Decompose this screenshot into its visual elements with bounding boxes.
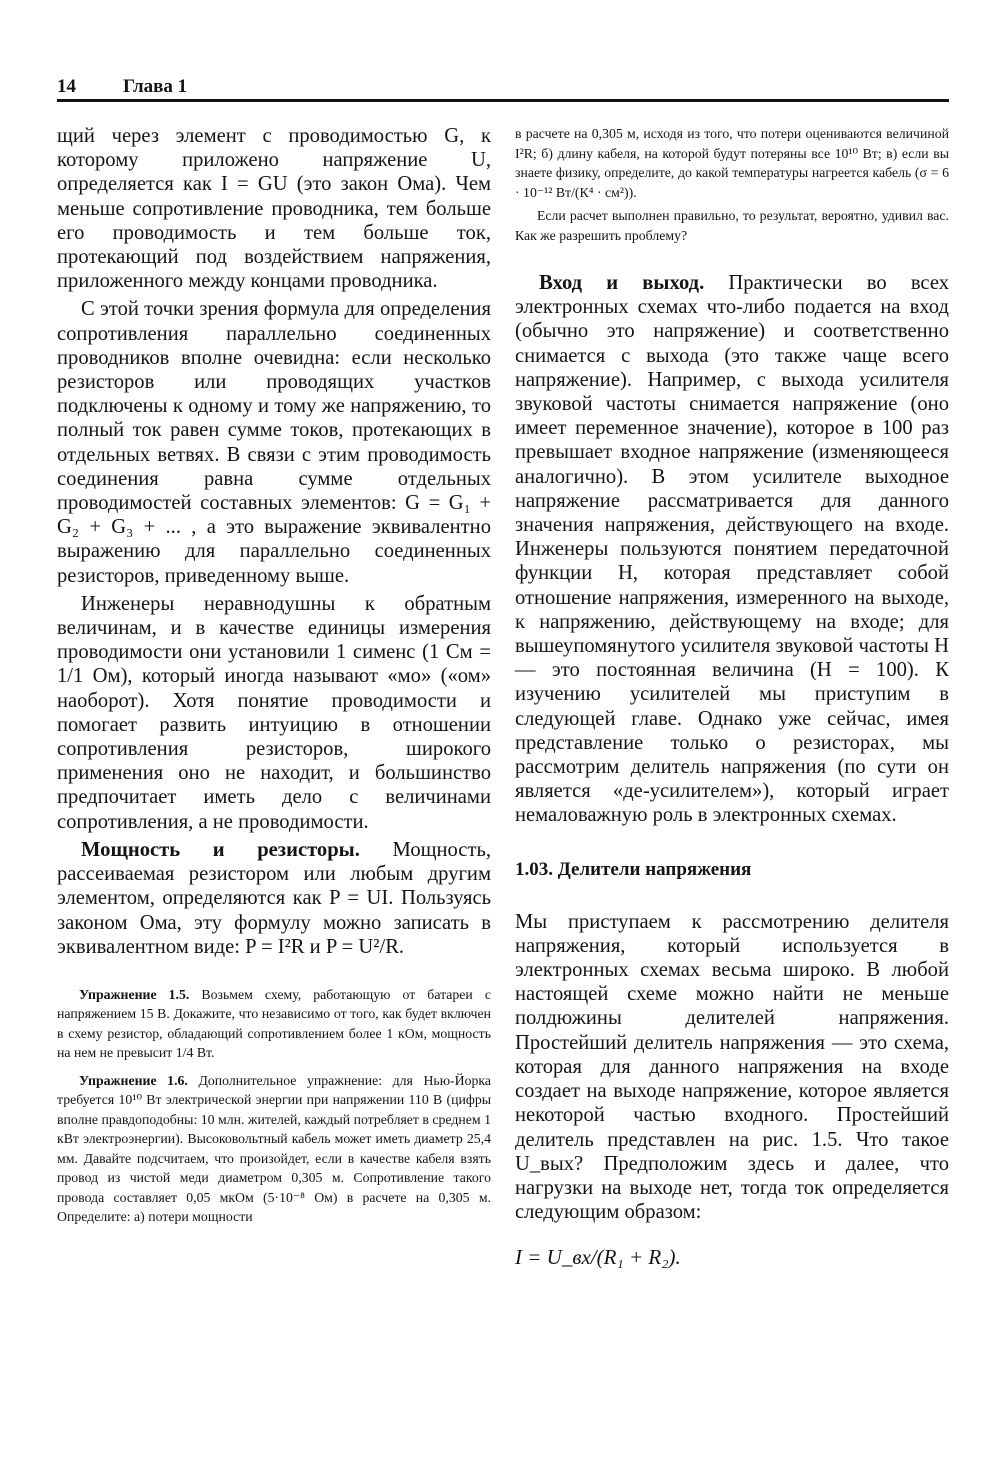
paragraph-ohms-law: щий через элемент с проводимостью G, к которому приложено напряжение U, определяется как I = GU (это закон Ома). Чем меньше сопротивление проводника, тем больше его проводимость и тем больше ток, протекающий под воздействием напряжения, приложенного между концами проводника. <box>57 125 491 293</box>
paragraph-siemens: Инженеры неравнодушны к обратным величинам, и в качестве единицы измерения проводимости они установили 1 сименс (1 См = 1/1 Ом), который иногда называют «мо» («ом» наоборот). Хотя понятие проводимости и помогает развить интуицию в отношении сопротивления резисторов, широкого применения оно не находит, и большинство предпочитает иметь дело с величинами сопротивления, а не проводимости. <box>57 592 491 833</box>
chapter-title: Глава 1 <box>123 76 188 97</box>
page-header <box>57 74 949 100</box>
exercise-1-6-label: Упражнение 1.6. <box>79 1072 188 1088</box>
run-in-heading-power: Мощность и резисторы. <box>81 838 360 861</box>
run-in-heading-input-output: Вход и выход. <box>539 272 705 294</box>
paragraph-input-output-text: Практически во всех электронных схемах что-либо подается на вход (обычно это напряжение) и соответственно снимается с выхода (это также чаще всего напряжение). Например, с выхода усилителя звуковой частоты снимается напряжение (оно имеет переменное значение), которое в 100 раз превышает входное напряжение (изменяющееся аналогично). В этом усилителе выходное напряжение рассматривается для данного значения напряжения, действующего на входе. Инженеры пользуются понятием передаточной функции H, которая представляет собой отношение напряжения, измеренного на выходе, к напряжению, действующему на входе; для вышеупомянутого усилителя звуковой частоты H — это постоянная величина (H = 100). К изучению усилителей мы приступим в следующей главе. Однако уже сейчас, имея представление только о резисторах, мы рассмотрим делитель напряжения (по сути он является «де-усилителем»), который играет немаловажную роль в электронных схемах. <box>515 272 949 827</box>
header-rule <box>57 99 949 102</box>
exercise-1-6 <box>57 1071 491 1227</box>
exercise-1-5-label: Упражнение 1.5. <box>79 986 190 1002</box>
exercise-1-6-text: Дополнительное упражнение: для Нью-Йорка требуется 10¹⁰ Вт электрической энергии при напряжении 110 В (цифры вполне правдоподобны: 10 млн. жителей, каждый потребляет в среднем 1 кВт электроэнергии). Высоковольтный кабель может иметь диаметр 25,4 мм. Давайте подсчитаем, что произойдет, если в качестве кабеля взять провод из чистой меди диаметром 0,305 м. Сопротивление такого провода составляет 0,05 мкОм (5·10⁻⁸ Ом) в расчете на 0,305 м. Определите: а) потери мощности <box>57 1072 491 1225</box>
paragraph-input-output <box>515 271 949 828</box>
paragraph-parallel-conductance: С этой точки зрения формула для определения сопротивления параллельно соединенных проводников вполне очевидна: если несколько резисторов или проводящих участков подключены к одному и тому же напряжению, то полный ток равен сумме токов, протекающих в отдельных ветвях. В связи с этим проводимость соединения равна сумме отдельных проводимостей составных элементов: G = G₁ + G₂ + G₃ + ... , а это выражение эквивалентно выражению для параллельно соединенных резисторов, приведенному выше. <box>57 298 491 587</box>
exercise-1-6-continued: в расчете на 0,305 м, исходя из того, что потери оцениваются величиной I²R; б) длину кабеля, на которой будут потеряны все 10¹⁰ Вт; в) если вы знаете физику, определите, до какой температуры нагреется кабель (σ = 6 · 10⁻¹² Вт/(К⁴ · см²)). <box>515 126 949 200</box>
paragraph-voltage-divider: Мы приступаем к рассмотрению делителя напряжения, который используется в электронных схемах весьма широко. В любой настоящей схеме можно найти не меньше полдюжины делителей напряжения. Простейший делитель напряжения — это схема, которая для данного напряжения на входе создает на выходе напряжение, которое является некоторой частью входного. Простейший делитель представлен на рис. 1.5. Что такое U_вых? Предположим здесь и далее, что нагрузки на выходе нет, тогда ток определяется следующим образом: <box>515 910 949 1224</box>
left-column <box>57 124 491 1227</box>
section-heading: 1.03. Делители напряжения <box>515 858 752 880</box>
exercise-1-5 <box>57 985 491 1063</box>
right-column <box>515 124 949 1270</box>
formula-current: I = U_вх/(R₁ + R₂). <box>515 1245 681 1270</box>
page-number: 14 <box>57 76 76 97</box>
paragraph-power <box>57 838 491 959</box>
paragraph-power-text: Мощность, рассеиваемая резистором или любым другим элементом, определяются как P = UI. Пользуясь законом Ома, эту формулу можно записать в эквивалентном виде: P = I²R и P = U²/R. <box>57 838 491 958</box>
exercise-1-5-text: Возьмем схему, работающую от батареи с напряжением 15 В. Докажите, что независимо от того, как будет включен в схему резистор, обладающий сопротивлением более 1 кОм, мощность на нем не превысит 1/4 Вт. <box>57 986 491 1061</box>
exercise-1-6-conclusion: Если расчет выполнен правильно, то результат, вероятно, удивил вас. Как же разрешить проблему? <box>515 208 949 243</box>
